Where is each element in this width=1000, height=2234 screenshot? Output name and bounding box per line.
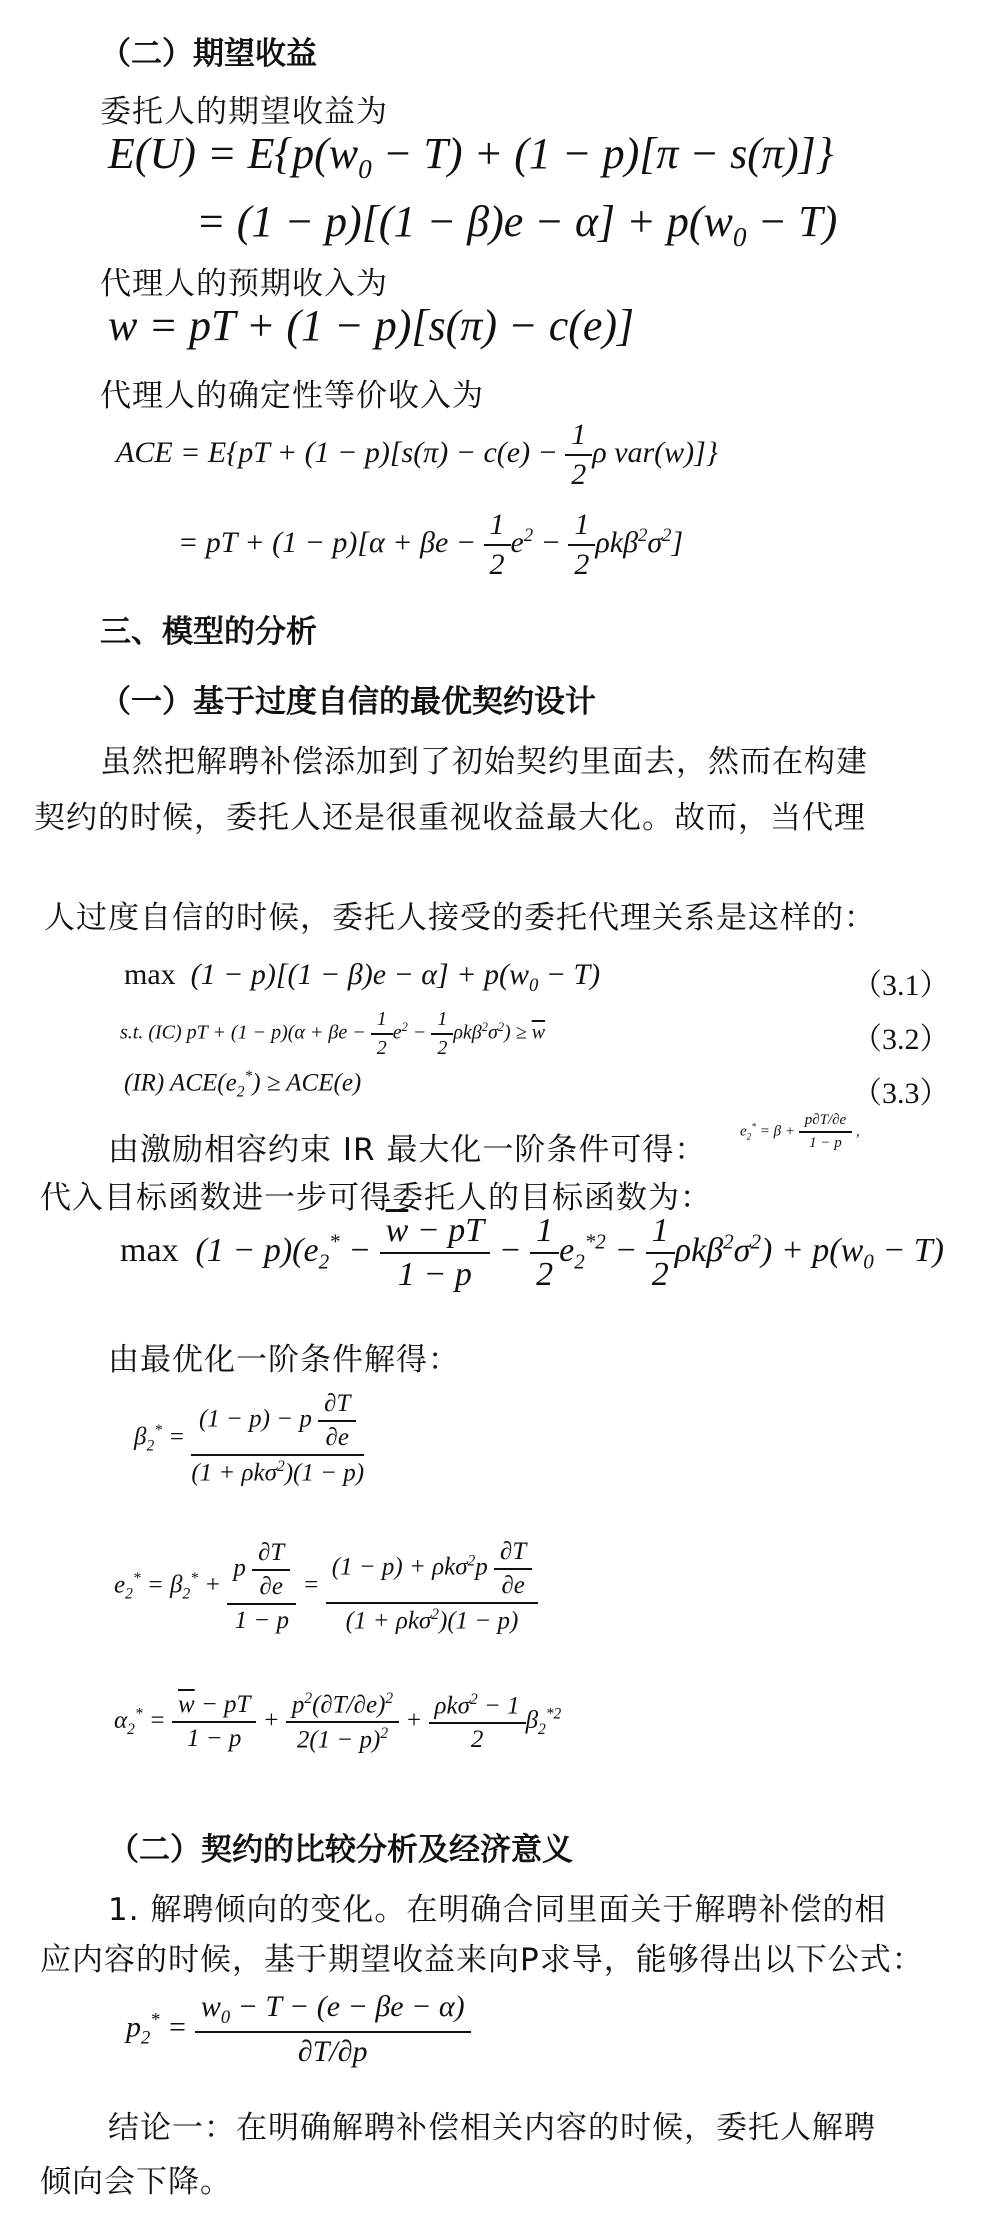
equation-e-star: $e_2^* = \beta_2^*$ + p $\frac{\partial T}{\partial e}$ 1 − p = (1 − p) + ρkσ$^2$p $\frac{\partial T}{\partial e}$ (1 + ρkσ$^2$)(1 − p) xyxy=(114,1538,538,1635)
equation-3-2-tag: （3.2） xyxy=(852,1023,950,1056)
paragraph-3: 由最优化一阶条件解得： xyxy=(108,1342,460,1378)
paragraph-4-line-1: 1. 解聘倾向的变化。在明确合同里面关于解聘补偿的相 xyxy=(108,1892,887,1928)
equation-EU-line2: = $(1 - p)[(1 - \beta)e - \alpha] + p(w_0 - T)$ xyxy=(196,197,838,252)
conclusion-line-1: 结论一：在明确解聘补偿相关内容的时候，委托人解聘 xyxy=(108,2110,876,2146)
subsection-heading-optimal-contract: （一）基于过度自信的最优契约设计 xyxy=(100,684,596,720)
paragraph-4-line-2: 应内容的时候，基于期望收益来向P求导，能够得出以下公式： xyxy=(40,1942,924,1978)
equation-3-1: $\max (1 - p)[(1 - \beta)e - \alpha] + p(w_0 - T)$ xyxy=(124,958,601,996)
equation-objective: $\max (1 - p)(e_2^*$ − $\frac{\overline{w} - pT}{1 - p}$ − $\frac{1}{2}$ $e_2^{*2}$ − $\frac{1}{2}$ $\rho k\beta^2\sigma^2) + p(w_0 - T)$ xyxy=(120,1212,944,1293)
paragraph-2-line-1: 由激励相容约束 IR 最大化一阶条件可得： xyxy=(108,1132,707,1168)
principal-expected-label: 委托人的期望收益为 xyxy=(100,94,388,130)
agent-expected-label: 代理人的预期收入为 xyxy=(100,266,388,302)
equation-p-star: $p_2^*$ = $\frac{w_0 - T - (e - \beta e - \alpha)}{\partial T/\partial p}$ xyxy=(126,1990,471,2069)
equation-ACE-line2: = pT + (1 − p)[α + βe − $\frac{1}{2}$ $e^2$ − $\frac{1}{2}$ $\rho k\beta^2\sigma^2$] xyxy=(178,508,684,581)
section-heading-expected-returns: （二）期望收益 xyxy=(100,36,317,72)
equation-inline-e2: $e_2^* = \beta$ + $\frac{p\partial T/\partial e}{1 - p}$ , xyxy=(740,1112,860,1151)
conclusion-line-2: 倾向会下降。 xyxy=(40,2164,232,2200)
equation-beta-star: $\beta_2^*$ = (1 − p) − p $\frac{\partial T}{\partial e}$ (1 + ρkσ$^2$)(1 − p) xyxy=(134,1390,365,1487)
paragraph-1-line-3: 人过度自信的时候，委托人接受的委托代理关系是这样的： xyxy=(44,900,876,936)
subsection-heading-comparison: （二）契约的比较分析及经济意义 xyxy=(108,1832,573,1868)
equation-EU-line1: $E(U) = E\{p(w_0 - T) + (1 - p)[\pi - s(\pi)]\}$ xyxy=(108,129,834,184)
equation-3-2: s.t. (IC) pT + (1 − p)(α + βe − $\frac{1}{2}$ $e^2$ − $\frac{1}{2}$ $\rho k\beta^2\sigma^2) \ge \overline{w}$ xyxy=(120,1008,546,1059)
paragraph-1-line-1: 虽然把解聘补偿添加到了初始契约里面去，然而在构建 xyxy=(100,744,868,780)
equation-3-3: (IR) $ACE(e_2^*) \ge ACE(e)$ xyxy=(124,1068,362,1101)
equation-3-1-tag: （3.1） xyxy=(852,969,950,1002)
paragraph-2-line-2: 代入目标函数进一步可得委托人的目标函数为： xyxy=(40,1180,712,1216)
equation-3-3-tag: （3.3） xyxy=(852,1077,950,1110)
equation-alpha-star: $\alpha_2^*$ = $\frac{\overline{w} - pT}{1 - p}$ + $\frac{p^2(\partial T/\partial e)^2}{2(1 - p)^2}$ + $\frac{\rho k\sigma^2 - 1}{2}$ $\beta_2^{*2}$ xyxy=(114,1690,562,1754)
agent-ce-label: 代理人的确定性等价收入为 xyxy=(100,378,484,414)
paragraph-1-line-2: 契约的时候，委托人还是很重视收益最大化。故而，当代理 xyxy=(34,800,866,836)
section-heading-model-analysis: 三、模型的分析 xyxy=(100,614,317,650)
equation-w: w = pT + (1 − p)[s(π) − c(e)] xyxy=(108,301,635,350)
equation-ACE-line1: ACE = E{pT + (1 − p)[s(π) − c(e) − $\frac{1}{2}$ ρ var(w)]} xyxy=(116,418,718,491)
